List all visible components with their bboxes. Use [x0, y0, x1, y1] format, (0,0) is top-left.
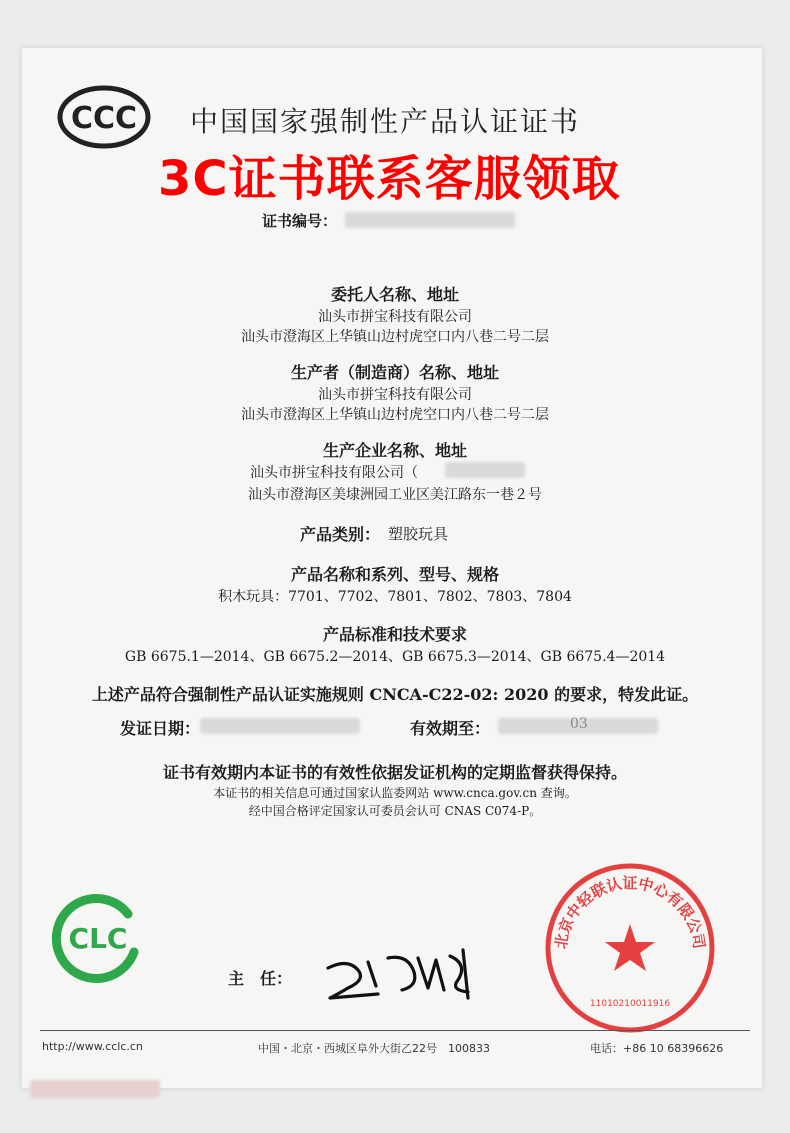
category-label: 产品类别：: [300, 525, 381, 544]
promo-banner: 3C证书联系客服领取: [158, 151, 621, 207]
factory-name-redacted: [445, 462, 525, 478]
issue-date-label: 发证日期：: [120, 719, 201, 738]
certificate-number-label: 证书编号：: [262, 212, 338, 230]
certificate-number-redacted: [345, 212, 515, 228]
clc-logo: [50, 890, 146, 986]
serial-redacted: [30, 1080, 160, 1098]
category-value: 塑胶玩具: [388, 525, 449, 543]
factory-address: 汕头市澄海区美埭洲园工业区美江路东一巷２号: [248, 487, 542, 503]
director-signature: [318, 928, 488, 1008]
factory-heading: 生产企业名称、地址: [322, 441, 467, 460]
conformity-statement: 上述产品符合强制性产品认证实施规则 CNCA-C22-02: 2020 的要求，特发此证。: [91, 685, 699, 704]
product-models: 积木玩具：7701、7702、7801、7802、7803、7804: [218, 589, 572, 605]
note-line-1: 本证书的相关信息可通过国家认监委网站 www.cnca.gov.cn 查询。: [213, 786, 577, 800]
manufacturer-heading: 生产者（制造商）名称、地址: [290, 363, 499, 382]
svg-text:CLC: CLC: [68, 922, 128, 955]
issue-date-redacted: [200, 718, 360, 734]
client-name: 汕头市拼宝科技有限公司: [318, 309, 472, 325]
svg-text:CCC: CCC: [70, 101, 138, 136]
ccc-logo: [56, 84, 152, 150]
footer-address: 中国・北京・西城区阜外大街乙22号 100833: [258, 1042, 490, 1055]
svg-text:11010210011916: 11010210011916: [589, 999, 671, 1009]
note-line-2: 经中国合格评定国家认可委员会认可 CNAS C074-P。: [248, 804, 542, 818]
director-label: 主 任：: [228, 969, 293, 988]
certificate-title: 中国国家强制性产品认证证书: [190, 105, 581, 138]
official-seal: [540, 858, 720, 1038]
client-address: 汕头市澄海区上华镇山边村虎空口内八巷二号二层: [241, 329, 549, 345]
footer-phone: 电话：+86 10 68396626: [590, 1042, 724, 1055]
factory-name: 汕头市拼宝科技有限公司（: [250, 465, 418, 481]
standard-value: GB 6675.1—2014、GB 6675.2—2014、GB 6675.3—2014、GB 6675.4—2014: [124, 649, 666, 665]
manufacturer-name: 汕头市拼宝科技有限公司: [318, 387, 472, 403]
client-heading: 委托人名称、地址: [330, 285, 459, 304]
svg-text:北京中轻联认证中心有限公司: 北京中轻联认证中心有限公司: [551, 874, 709, 951]
expiry-date-partial: 03: [570, 716, 588, 732]
standard-heading: 产品标准和技术要求: [322, 625, 467, 644]
footer-website: http://www.cclc.cn: [42, 1040, 143, 1053]
validity-statement: 证书有效期内本证书的有效性依据发证机构的定期监督获得保持。: [162, 763, 627, 782]
expiry-date-label: 有效期至：: [410, 719, 491, 738]
manufacturer-address: 汕头市澄海区上华镇山边村虎空口内八巷二号二层: [241, 407, 549, 423]
footer-rule: [40, 1030, 750, 1031]
product-heading: 产品名称和系列、型号、规格: [290, 565, 499, 584]
